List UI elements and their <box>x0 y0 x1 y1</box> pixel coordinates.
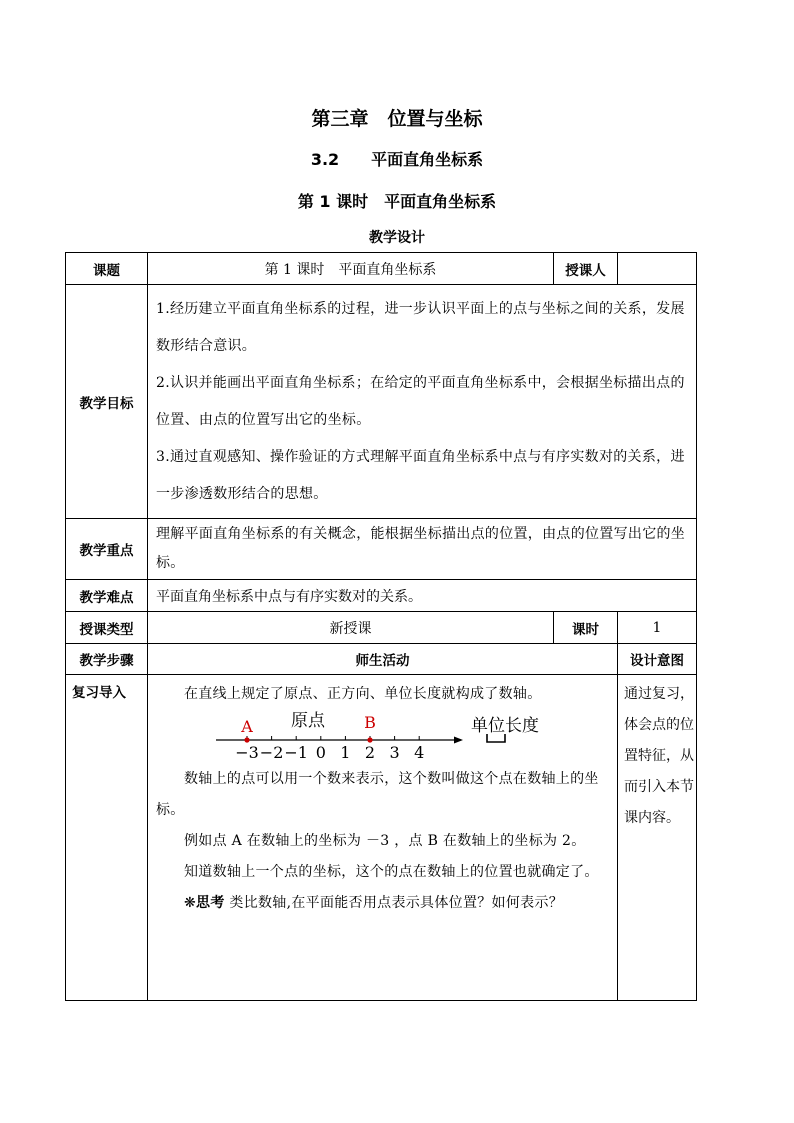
topic-label: 课题 <box>66 253 148 285</box>
number-line-tick-label: 1 <box>340 743 351 762</box>
review-paragraph: 数轴上的点可以用一个数来表示，这个数叫做这个点在数轴上的坐标。 <box>156 771 599 818</box>
objective-item: 3.通过直观感知、操作验证的方式理解平面直角坐标系中点与有序实数对的关系，进一步渗透数形结合的思想。 <box>156 448 685 502</box>
review-paragraph: 知道数轴上一个点的坐标，这个的点在数轴上的位置也就确定了。 <box>184 864 599 880</box>
review-paragraph: 在直线上规定了原点、正方向、单位长度就构成了数轴。 <box>184 686 542 702</box>
table-row-keypoints <box>66 519 697 580</box>
topic-value: 第 1 课时 平面直角坐标系 <box>148 253 554 285</box>
lesson-title: 第 1 课时 平面直角坐标系 <box>297 192 497 211</box>
activities-label: 师生活动 <box>148 644 618 675</box>
review-intent-cell: 通过复习，体会点的位置特征，从而引入本节课内容。 <box>618 675 697 1001</box>
number-line-svg <box>211 710 611 764</box>
number-line-tick-label: 3 <box>389 743 400 762</box>
teacher-label: 授课人 <box>554 253 618 285</box>
doc-type-title: 教学设计 <box>369 230 425 246</box>
unit-length-label: 单位长度 <box>471 716 539 736</box>
objectives-cell <box>148 285 697 519</box>
lesson-plan-table <box>65 252 697 1001</box>
hours-label: 课时 <box>554 612 618 644</box>
steps-label: 教学步骤 <box>66 644 148 675</box>
keypoints-value: 理解平面直角坐标系的有关概念，能根据坐标描出点的位置，由点的位置写出它的坐标。 <box>148 519 697 580</box>
think-prefix: ❋思考 <box>184 895 225 911</box>
intent-label: 设计意图 <box>618 644 697 675</box>
table-row-objectives <box>66 285 697 519</box>
table-row-headers <box>66 644 697 675</box>
point-a-label: A <box>241 717 253 736</box>
table-row-review <box>66 675 697 1001</box>
table-row-class-type <box>66 612 697 644</box>
number-line-tick-label: 0 <box>315 743 326 762</box>
objective-item: 2.认识并能画出平面直角坐标系；在给定的平面直角坐标系中，会根据坐标描出点的位置、由点的位置写出它的坐标。 <box>156 374 685 428</box>
objectives-label: 教学目标 <box>66 285 148 519</box>
chapter-title: 第三章 位置与坐标 <box>311 108 483 130</box>
number-line-arrow <box>454 737 463 744</box>
number-line-tick-label: 4 <box>414 743 425 762</box>
difficulty-value: 平面直角坐标系中点与有序实数对的关系。 <box>148 580 697 612</box>
point-b-label: B <box>364 713 376 732</box>
think-paragraph <box>156 888 611 919</box>
teacher-value <box>618 253 697 285</box>
point-b-marker <box>367 737 372 742</box>
point-a-marker <box>244 737 249 742</box>
review-label: 复习导入 <box>66 675 148 1001</box>
table-row-topic <box>66 253 697 285</box>
difficulty-label: 教学难点 <box>66 580 148 612</box>
number-line-tick-label: −1 <box>284 743 308 762</box>
table-row-difficulty <box>66 580 697 612</box>
review-activities-cell <box>148 675 618 1001</box>
number-line-figure <box>156 710 611 764</box>
origin-label: 原点 <box>291 711 325 731</box>
number-line-tick-label: −2 <box>259 743 284 762</box>
hours-value: 1 <box>618 612 697 644</box>
section-title: 3.2 平面直角坐标系 <box>310 150 484 169</box>
think-text: 类比数轴,在平面能否用点表示具体位置？如何表示？ <box>224 895 564 911</box>
number-line-tick-label: 2 <box>364 743 376 762</box>
review-paragraph: 例如点 A 在数轴上的坐标为 －3 ，点 B 在数轴上的坐标为 2。 <box>184 833 586 849</box>
objective-item: 1.经历建立平面直角坐标系的过程，进一步认识平面上的点与坐标之间的关系，发展数形结合意识。 <box>156 300 685 354</box>
number-line-tick-label: −3 <box>235 743 259 762</box>
keypoints-label: 教学重点 <box>66 519 148 580</box>
class-type-value: 新授课 <box>148 612 554 644</box>
class-type-label: 授课类型 <box>66 612 148 644</box>
